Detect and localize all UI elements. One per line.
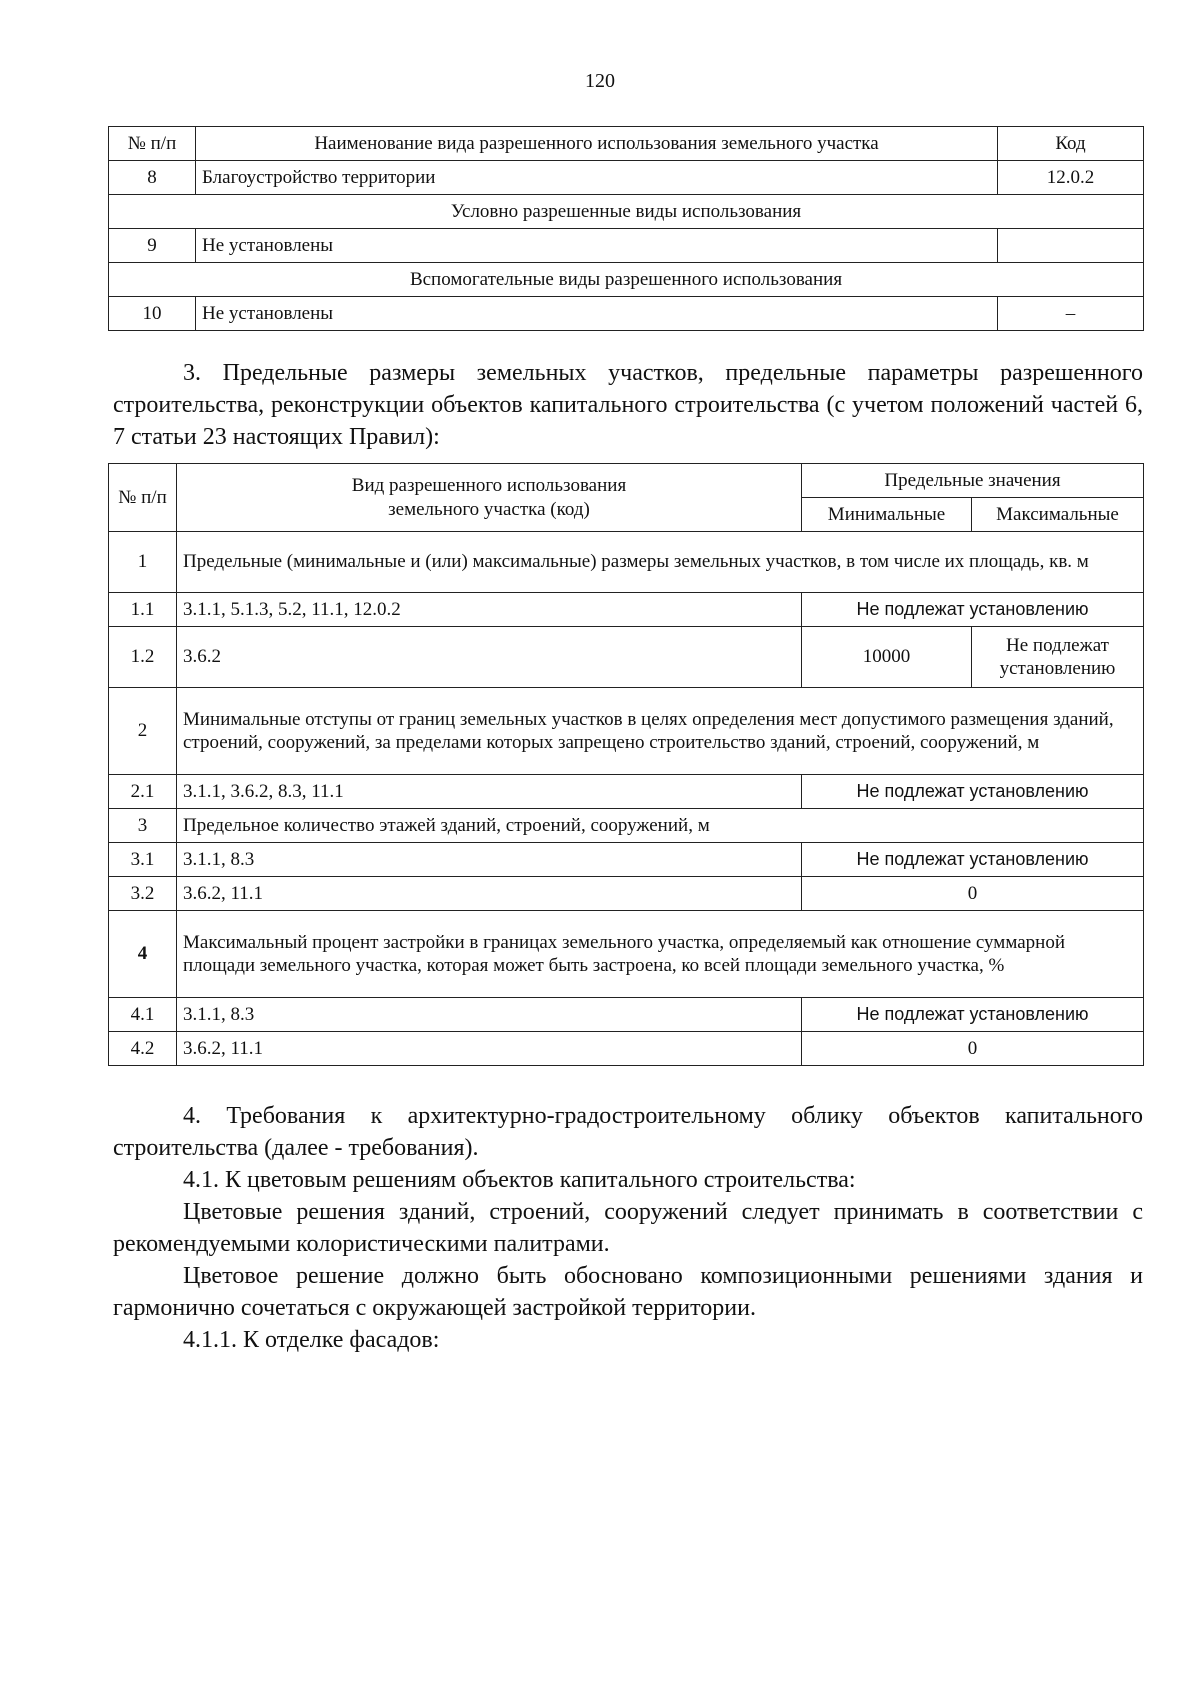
section-row — [109, 195, 1144, 229]
row-num: 2.1 — [109, 775, 177, 809]
row-num: 8 — [109, 161, 196, 195]
row-text: Минимальные отступы от границ земельных участков в целях определения мест допустимого размещения зданий, строений, сооружений, за пределами которых запрещено строительство зданий, строений, сооружений, м — [177, 688, 1144, 775]
row-num: 9 — [109, 229, 196, 263]
header-max: Максимальные — [972, 498, 1144, 532]
row-num: 3.2 — [109, 877, 177, 911]
table-header-row — [109, 127, 1144, 161]
row-num: 2 — [109, 688, 177, 775]
row-codes: 3.1.1, 8.3 — [177, 998, 802, 1032]
table-row — [109, 688, 1144, 775]
row-text: Предельное количество этажей зданий, строений, сооружений, м — [177, 809, 1144, 843]
row-num: 3 — [109, 809, 177, 843]
table-row — [109, 627, 1144, 688]
row-codes: 3.6.2, 11.1 — [177, 877, 802, 911]
row-value: Не подлежат установлению — [802, 998, 1144, 1032]
paragraph-color-palettes: Цветовые решения зданий, строений, сооружений следует принимать в соответствии с рекомендуемыми колористическими палитрами. — [113, 1199, 1143, 1257]
row-code — [998, 229, 1144, 263]
table-row — [109, 809, 1144, 843]
row-value: Не подлежат установлению — [802, 775, 1144, 809]
header-limits: Предельные значения — [802, 464, 1144, 498]
page-number: 120 — [585, 70, 615, 92]
permitted-uses-table — [108, 126, 1144, 331]
header-kind — [177, 464, 802, 532]
row-num: 4 — [109, 911, 177, 998]
header-name: Наименование вида разрешенного использования земельного участка — [196, 127, 998, 161]
row-name: Не установлены — [196, 229, 998, 263]
table-row — [109, 593, 1144, 627]
table-header-row — [109, 464, 1144, 498]
row-num: 10 — [109, 297, 196, 331]
row-code: – — [998, 297, 1144, 331]
row-code: 12.0.2 — [998, 161, 1144, 195]
row-num: 1 — [109, 532, 177, 593]
table-row — [109, 229, 1144, 263]
row-num: 1.2 — [109, 627, 177, 688]
header-kind-line1: Вид разрешенного использования — [351, 475, 627, 497]
row-text: Предельные (минимальные и (или) максимальные) размеры земельных участков, в том числе их площадь, кв. м — [177, 532, 1144, 593]
paragraph-limits-intro: 3. Предельные размеры земельных участков, предельные параметры разрешенного строительства, реконструкции объектов капитального строительства (с учетом положений частей 6, 7 статьи 23 настоящих Правил): — [113, 360, 1143, 450]
row-value: Не подлежат установлению — [802, 843, 1144, 877]
paragraph-requirements: 4. Требования к архитектурно-градостроительному облику объектов капитального строительства (далее - требования). — [113, 1103, 1143, 1161]
row-codes: 3.1.1, 8.3 — [177, 843, 802, 877]
paragraph-color-justification: Цветовое решение должно быть обосновано композиционными решениями здания и гармонично сочетаться с окружающей застройкой территории. — [113, 1263, 1143, 1321]
section-row — [109, 263, 1144, 297]
header-num: № п/п — [109, 464, 177, 532]
header-kind-line2: земельного участка (код) — [388, 498, 590, 520]
row-num: 4.1 — [109, 998, 177, 1032]
section-auxiliary: Вспомогательные виды разрешенного использования — [109, 263, 1144, 297]
paragraph-facade-finishing: 4.1.1. К отделке фасадов: — [183, 1327, 440, 1353]
header-code: Код — [998, 127, 1144, 161]
table-row — [109, 297, 1144, 331]
table-row — [109, 532, 1144, 593]
row-value: Не подлежат установлению — [802, 593, 1144, 627]
header-min: Минимальные — [802, 498, 972, 532]
table-row — [109, 1032, 1144, 1066]
row-codes: 3.6.2 — [177, 627, 802, 688]
row-num: 4.2 — [109, 1032, 177, 1066]
table-row — [109, 877, 1144, 911]
row-max: Не подлежат установлению — [972, 627, 1144, 688]
row-codes: 3.1.1, 3.6.2, 8.3, 11.1 — [177, 775, 802, 809]
row-name: Благоустройство территории — [196, 161, 998, 195]
row-name: Не установлены — [196, 297, 998, 331]
table-row — [109, 843, 1144, 877]
section-conditional: Условно разрешенные виды использования — [109, 195, 1144, 229]
row-value: 0 — [802, 1032, 1144, 1066]
header-num: № п/п — [109, 127, 196, 161]
table-row — [109, 775, 1144, 809]
table-row — [109, 911, 1144, 998]
table-row — [109, 161, 1144, 195]
row-num: 3.1 — [109, 843, 177, 877]
row-min: 10000 — [802, 627, 972, 688]
limits-table — [108, 463, 1144, 1066]
row-value: 0 — [802, 877, 1144, 911]
paragraph-color-solutions: 4.1. К цветовым решениям объектов капитального строительства: — [183, 1167, 856, 1193]
row-codes: 3.1.1, 5.1.3, 5.2, 11.1, 12.0.2 — [177, 593, 802, 627]
row-num: 1.1 — [109, 593, 177, 627]
row-text: Максимальный процент застройки в границах земельного участка, определяемый как отношение суммарной площади земельного участка, которая может быть застроена, ко всей площади земельного участка, % — [177, 911, 1144, 998]
table-row — [109, 998, 1144, 1032]
row-codes: 3.6.2, 11.1 — [177, 1032, 802, 1066]
